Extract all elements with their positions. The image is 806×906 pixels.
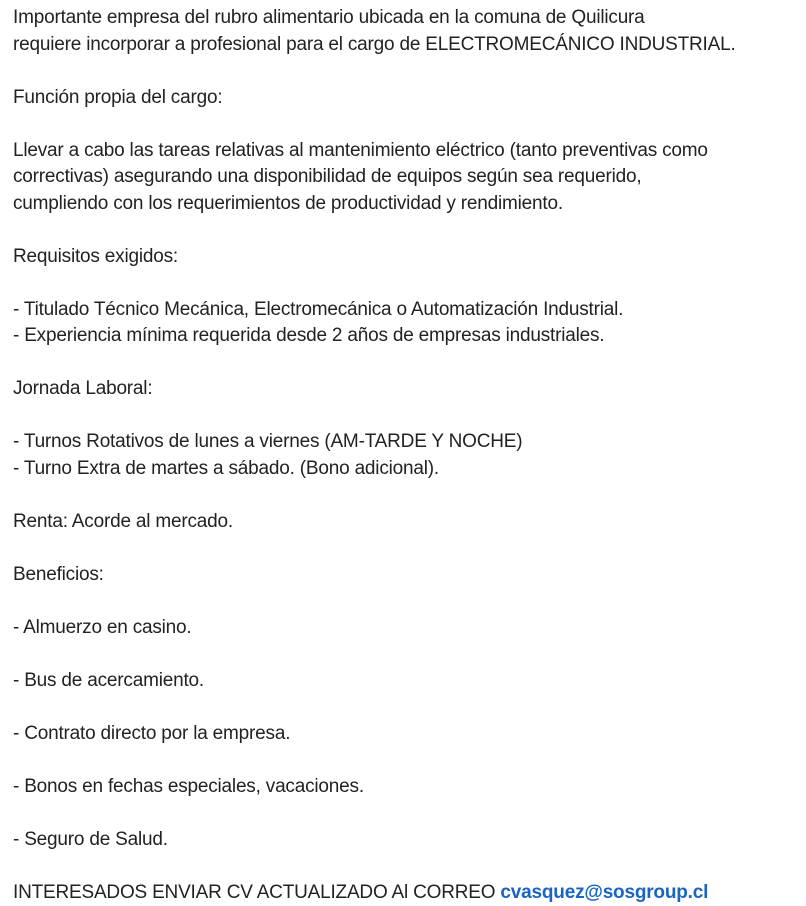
benefit-item: - Almuerzo en casino. <box>13 615 798 642</box>
email-link[interactable]: cvasquez@sosgroup.cl <box>500 882 708 903</box>
schedule-item: - Turno Extra de martes a sábado. (Bono adicional). <box>13 456 798 483</box>
intro-line: requiere incorporar a profesional para el cargo de ELECTROMECÁNICO INDUSTRIAL. <box>13 32 798 59</box>
requirements-list <box>13 297 798 350</box>
requirement-item: - Experiencia mínima requerida desde 2 años de empresas industriales. <box>13 323 798 350</box>
schedule-item: - Turnos Rotativos de lunes a viernes (AM-TARDE Y NOCHE) <box>13 429 798 456</box>
requirements-heading: Requisitos exigidos: <box>13 244 798 271</box>
function-paragraph <box>13 138 798 218</box>
benefit-item: - Bonos en fechas especiales, vacaciones. <box>13 774 798 801</box>
benefit-item: - Bus de acercamiento. <box>13 668 798 695</box>
function-line: correctivas) asegurando una disponibilidad de equipos según sea requerido, <box>13 164 798 191</box>
function-line: cumpliendo con los requerimientos de productividad y rendimiento. <box>13 191 798 218</box>
benefits-heading: Beneficios: <box>13 562 798 589</box>
schedule-list <box>13 429 798 482</box>
function-heading: Función propia del cargo: <box>13 85 798 112</box>
cta-text: INTERESADOS ENVIAR CV ACTUALIZADO Al CORREO <box>13 882 500 903</box>
intro-paragraph <box>13 5 798 58</box>
requirement-item: - Titulado Técnico Mecánica, Electromecánica o Automatización Industrial. <box>13 297 798 324</box>
function-line: Llevar a cabo las tareas relativas al mantenimiento eléctrico (tanto preventivas como <box>13 138 798 165</box>
benefit-item: - Seguro de Salud. <box>13 827 798 854</box>
schedule-heading: Jornada Laboral: <box>13 376 798 403</box>
benefit-item: - Contrato directo por la empresa. <box>13 721 798 748</box>
cta-paragraph <box>13 880 798 906</box>
intro-line: Importante empresa del rubro alimentario ubicada en la comuna de Quilicura <box>13 5 798 32</box>
salary-text: Renta: Acorde al mercado. <box>13 509 798 536</box>
